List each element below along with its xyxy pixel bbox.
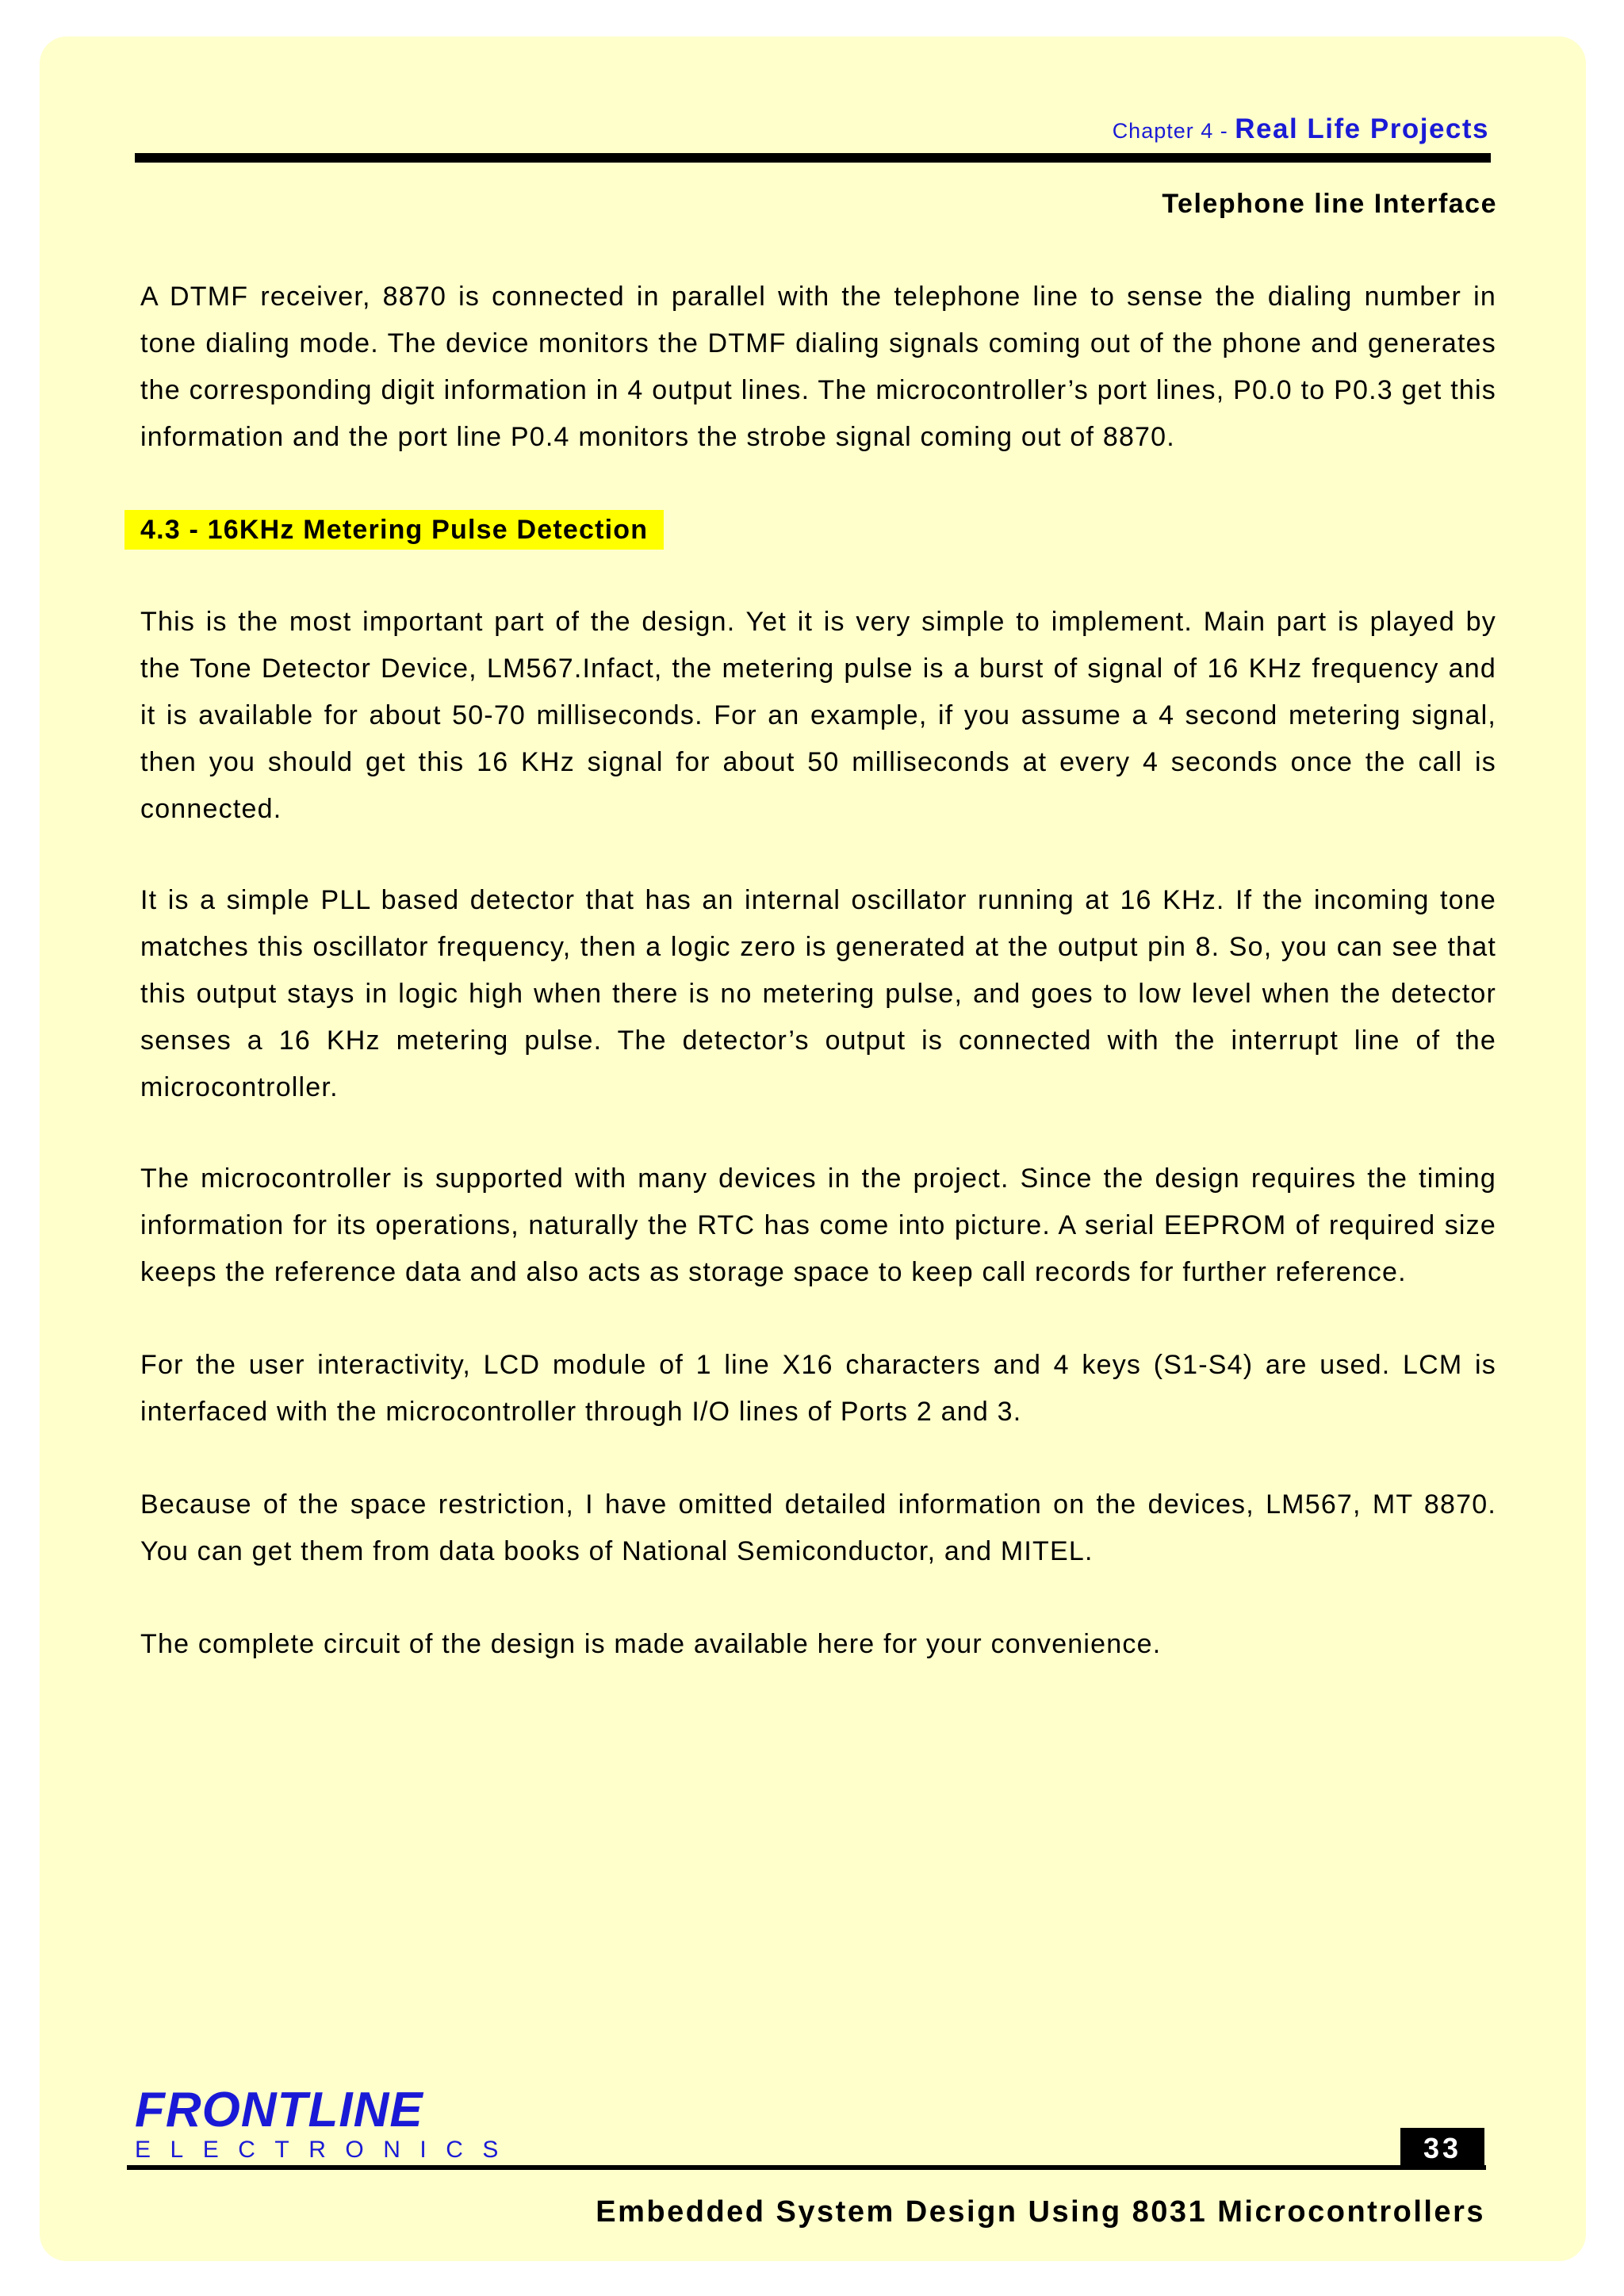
chapter-header [1113, 113, 1489, 145]
section-subtitle: Telephone line Interface [1162, 189, 1497, 219]
paragraph-pll-detector: It is a simple PLL based detector that has an internal oscillator running at 16 KHz. If the incoming tone matches this oscillator frequency, then a logic zero is generated at the output pin 8. So, you can see that this output stays in logic high when there is no metering pulse, and goes to low level when the detector senses a 16 KHz metering pulse. The detector’s output is connected with the interrupt line of the microcontroller. [140, 885, 1496, 1102]
chapter-title: Real Life Projects [1235, 113, 1489, 144]
paragraph-space-restriction: Because of the space restriction, I have omitted detailed information on the devices, LM567, MT 8870. You can get them from data books of National Semiconductor, and MITEL. [140, 1489, 1496, 1566]
chapter-prefix: Chapter 4 - [1112, 119, 1235, 143]
frontline-logo [135, 2083, 518, 2164]
paragraph-user-interactivity: For the user interactivity, LCD module of 1 line X16 characters and 4 keys (S1-S4) are used. LCM is interfaced with the microcontroller through I/O lines of Ports 2 and 3. [140, 1350, 1496, 1427]
section-heading: 4.3 - 16KHz Metering Pulse Detection [124, 510, 664, 550]
logo-subtitle: ELECTRONICS [135, 2137, 518, 2163]
paragraph-microcontroller: The microcontroller is supported with many devices in the project. Since the design requires the timing information for its operations, naturally the RTC has come into picture. A serial EEPROM of required size keeps the reference data and also acts as storage space to keep call records for further reference. [140, 1163, 1496, 1287]
book-title: Embedded System Design Using 8031 Microcontrollers [596, 2195, 1485, 2229]
paragraph-complete-circuit: The complete circuit of the design is made available here for your convenience. [140, 1629, 1162, 1659]
paragraph-dtmf: A DTMF receiver, 8870 is connected in parallel with the telephone line to sense the dialing number in tone dialing mode. The device monitors the DTMF dialing signals coming out of the phone and generates the corresponding digit information in 4 output lines. The microcontroller’s port lines, P0.0 to P0.3 get this information and the port line P0.4 monitors the strobe signal coming out of 8870. [140, 282, 1496, 452]
paragraph-metering-pulse: This is the most important part of the design. Yet it is very simple to implement. Main part is played by the Tone Detector Device, LM567.Infact, the metering pulse is a burst of signal of 16 KHz frequency and it is available for about 50-70 milliseconds. For an example, if you assume a 4 second metering signal, then you should get this 16 KHz signal for about 50 milliseconds at every 4 seconds once the call is connected. [140, 607, 1496, 824]
logo-brand: FRONTLINE [135, 2083, 423, 2137]
header-rule [135, 153, 1491, 163]
page-number: 33 [1400, 2128, 1484, 2169]
footer-rule [127, 2165, 1486, 2170]
